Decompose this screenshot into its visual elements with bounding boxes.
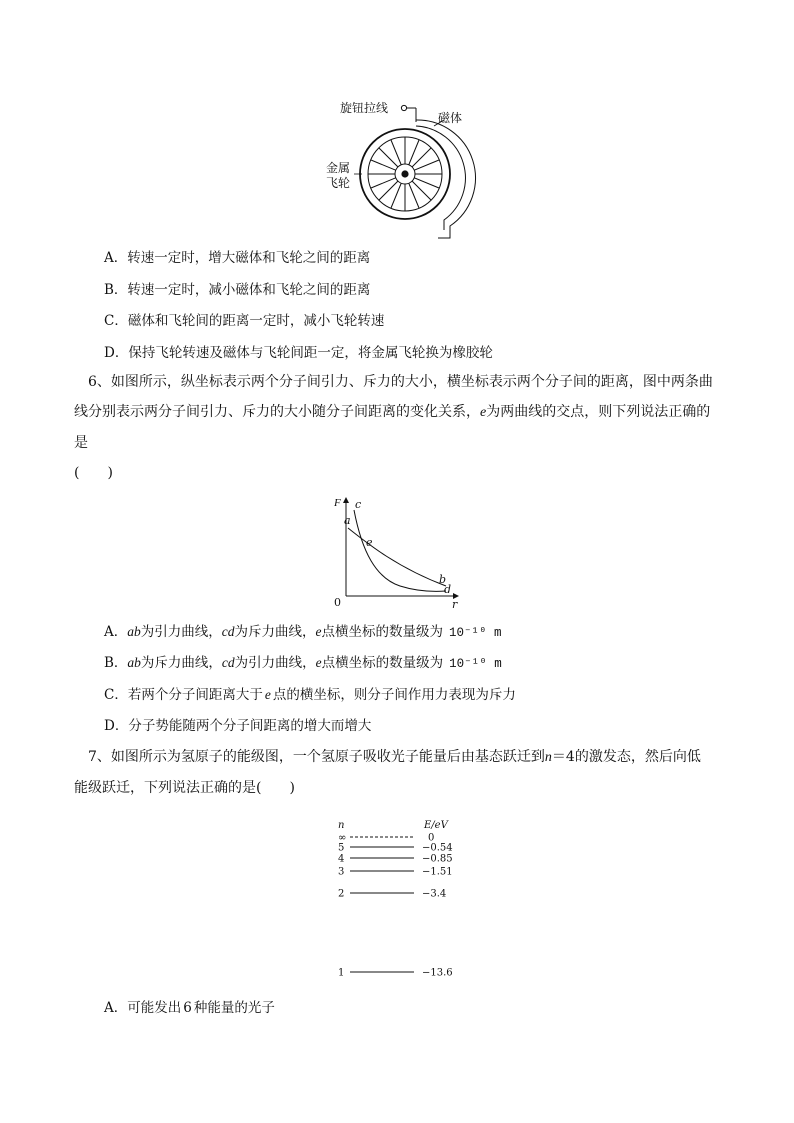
level-energy-label: −3.4 (422, 888, 447, 900)
q6-option-b: B．ab为斥力曲线，cd为引力曲线，e点横坐标的数量级为 10⁻¹⁰ m (104, 655, 502, 671)
level-n-label: 2 (338, 888, 345, 900)
label-metal-2: 飞轮 (326, 176, 351, 190)
q5-option-a (104, 248, 370, 268)
option-text: 转速一定时，减小磁体和飞轮之间的距离 (127, 282, 371, 298)
q5-option-d (104, 343, 493, 363)
q5-option-c (104, 311, 384, 331)
level-energy-label: 0 (428, 832, 435, 844)
level-n-label: 5 (338, 842, 345, 854)
level-energy-label: −0.54 (422, 842, 453, 854)
level-lines (338, 833, 453, 979)
label-magnet: 磁体 (438, 111, 463, 125)
q7-line-1: 7、如图所示为氢原子的能级图，一个氢原子吸收光子能量后由基态跃迁到n＝4的激发态，然后向低 (88, 749, 701, 765)
level-n-label: 4 (338, 853, 345, 865)
q6-line-1: 6、如图所示，纵坐标表示两个分子间引力、斥力的大小，横坐标表示两个分子间的距离，图中两条曲 (88, 374, 713, 390)
flywheel-axle (401, 170, 408, 177)
q7-stem (74, 742, 724, 803)
option-letter: C． (104, 313, 128, 329)
magnitude: 10⁻¹⁰ m (449, 626, 502, 640)
flywheel-figure (320, 96, 480, 242)
q6-line-3: ( ) (74, 465, 113, 481)
level-n-label: 1 (338, 967, 345, 979)
curve-label-d: d (444, 583, 452, 596)
q6-stem (74, 367, 724, 488)
curve-cd (354, 510, 446, 591)
origin-label: 0 (334, 596, 341, 609)
level-n-label: 3 (338, 866, 345, 878)
option-text: 磁体和飞轮间的距离一定时，减小飞轮转速 (127, 313, 385, 329)
x-axis-label: r (452, 598, 458, 611)
curve-label-b: b (439, 573, 447, 586)
label-metal-1: 金属 (326, 161, 351, 175)
force-distance-graph (328, 492, 464, 614)
label-knob: 旋钮拉线 (340, 101, 389, 115)
knob-point (401, 105, 406, 110)
e-header: E/eV (424, 820, 448, 831)
magnitude: 10⁻¹⁰ m (449, 657, 502, 671)
level-n-label: ∞ (338, 832, 347, 844)
y-axis-label: F (334, 497, 341, 509)
q6-option-c: C．若两个分子间距离大于 e 点的横坐标，则分子间作用力表现为斥力 (104, 687, 516, 703)
level-energy-label: −0.85 (422, 853, 453, 865)
curve-ab (348, 528, 446, 586)
q6-option-a: A．ab为引力曲线，cd为斥力曲线，e点横坐标的数量级为 10⁻¹⁰ m (104, 624, 502, 640)
n-header: n (338, 820, 345, 831)
q6-line-2: 线分别表示两分子间引力、斥力的大小随分子间距离的变化关系，e为两曲线的交点，则下列说法正确的是 (74, 404, 711, 451)
option-letter: A． (104, 250, 128, 266)
option-text: 保持飞轮转速及磁体与飞轮间距一定，将金属飞轮换为橡胶轮 (128, 345, 493, 361)
level-energy-label: −1.51 (422, 866, 453, 878)
option-text: 转速一定时，增大磁体和飞轮之间的距离 (127, 250, 371, 266)
q5-option-b (104, 280, 370, 300)
q6-option-d: D．分子势能随两个分子间距离的增大而增大 (104, 718, 372, 734)
curve-label-e: e (366, 536, 373, 549)
q7-option-a: A．可能发出 6 种能量的光子 (104, 1000, 275, 1016)
level-energy-label: −13.6 (422, 967, 453, 979)
option-letter: B． (104, 282, 128, 298)
energy-level-diagram (330, 816, 460, 982)
curve-label-c: c (355, 498, 362, 511)
q7-line-2: 能级跃迁，下列说法正确的是( ) (74, 780, 295, 796)
curve-label-a: a (344, 514, 351, 527)
option-letter: D． (104, 345, 129, 361)
